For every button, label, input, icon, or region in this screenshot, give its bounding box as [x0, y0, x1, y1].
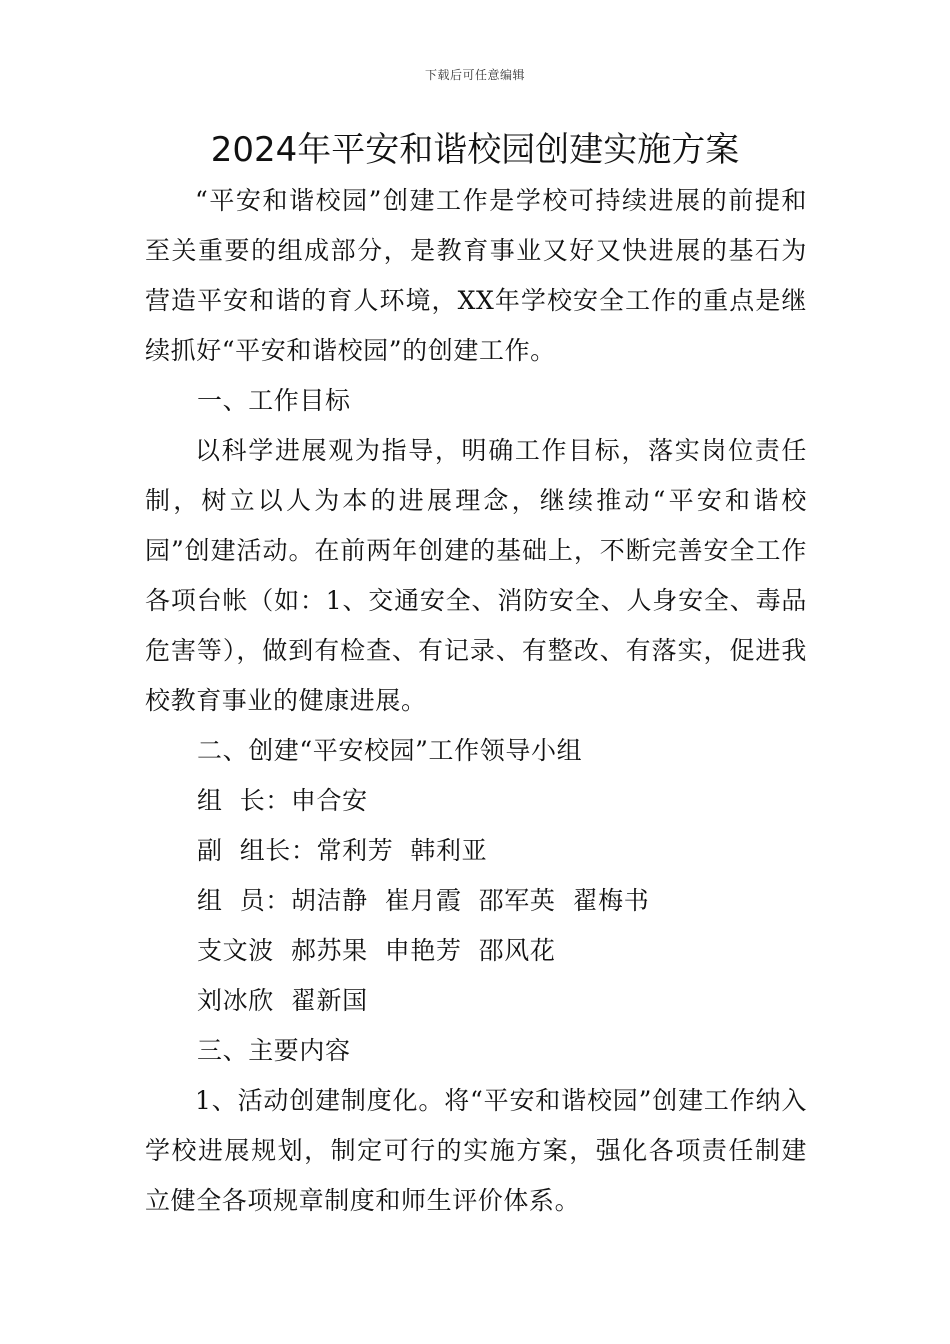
section-heading-goals: 一、工作目标: [197, 386, 351, 415]
members-line-1: 组 员：胡洁静 崔月霞 邵军英 翟梅书: [197, 886, 650, 915]
document-title: 2024年平安和谐校园创建实施方案: [210, 130, 740, 170]
section-heading-leadership: 二、创建“平安校园”工作领导小组: [197, 736, 583, 765]
header-note: 下载后可任意编辑: [424, 68, 525, 82]
content-item-1: 1、活动创建制度化。将“平安和谐校园”创建工作纳入学校进展规划，制定可行的实施方案，强化各项责任制建立健全各项规章制度和师生评价体系。: [145, 1086, 807, 1215]
members-line-2: 支文波 郝苏果 申艳芳 邵风花: [197, 936, 556, 965]
leader-line: 组 长：申合安: [197, 786, 368, 815]
goals-paragraph: 以科学进展观为指导，明确工作目标，落实岗位责任制，树立以人为本的进展理念，继续推动“平安和谐校园”创建活动。在前两年创建的基础上，不断完善安全工作各项台帐（如：1、交通安全、消防安全、人身安全、毒品危害等），做到有检查、有记录、有整改、有落实，促进我校教育事业的健康进展。: [145, 436, 807, 715]
intro-paragraph: “平安和谐校园”创建工作是学校可持续进展的前提和至关重要的组成部分，是教育事业又好又快进展的基石为营造平安和谐的育人环境，XX年学校安全工作的重点是继续抓好“平安和谐校园”的创建工作。: [145, 186, 807, 365]
section-heading-content: 三、主要内容: [197, 1036, 351, 1065]
deputy-leader-line: 副 组长：常利芳 韩利亚: [197, 836, 488, 865]
members-line-3: 刘冰欣 翟新国: [197, 986, 368, 1015]
document-body: [145, 176, 807, 1226]
